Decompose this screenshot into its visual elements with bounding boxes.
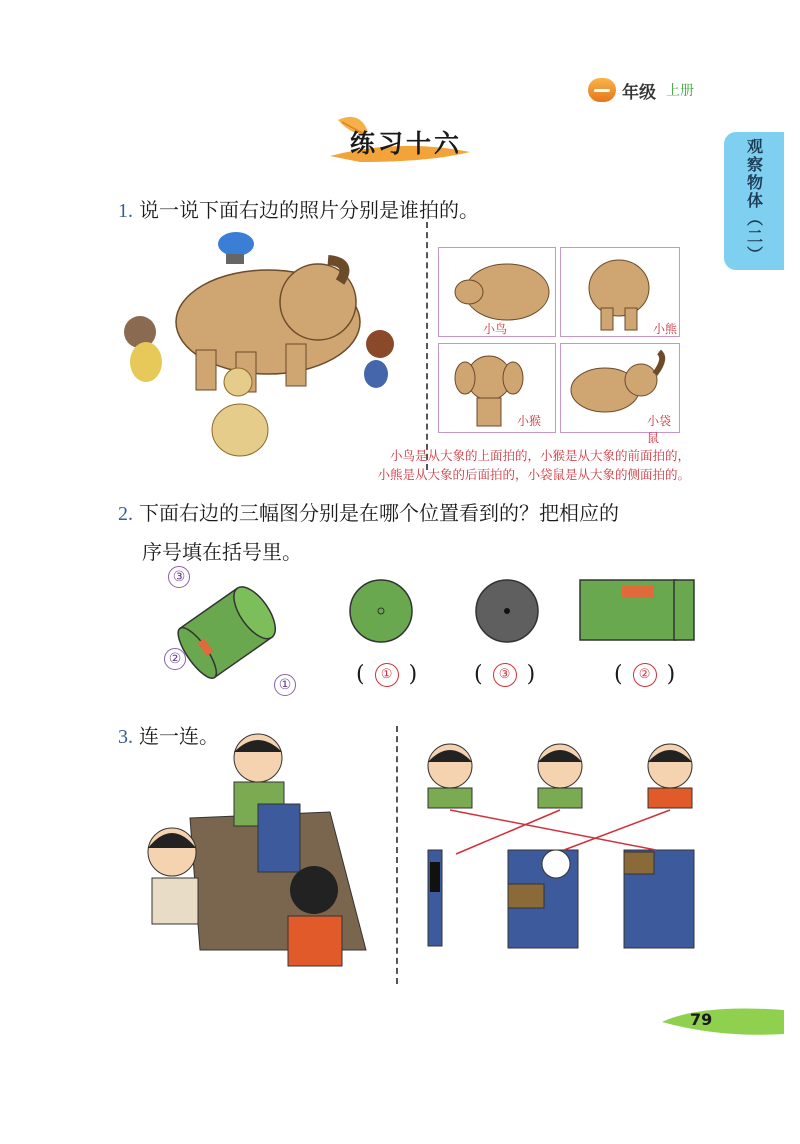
photo-back-view xyxy=(560,247,680,337)
volume-label: 上册 xyxy=(666,83,694,99)
q1-answer-line: 小熊是从大象的后面拍的，小袋鼠是从大象的侧面拍的。 xyxy=(377,467,690,482)
close-paren: ) xyxy=(666,662,676,687)
answer-value: ② xyxy=(633,663,657,687)
close-paren: ) xyxy=(408,662,418,687)
grade-label: 年级 xyxy=(622,82,656,103)
page-number-badge xyxy=(660,1004,784,1036)
animal-scene-illustration xyxy=(118,232,418,470)
question-text: 下面右边的三幅图分别是在哪个位置看到的？把相应的 xyxy=(139,501,619,525)
photo-caption: 小袋鼠 xyxy=(647,414,672,445)
green-circle-view-image xyxy=(348,578,414,644)
children-at-table-image xyxy=(130,728,370,976)
divider-dashed xyxy=(426,222,428,470)
question-number: 1. xyxy=(118,200,133,222)
divider-dashed xyxy=(396,726,398,984)
answer-value: ① xyxy=(375,663,399,687)
photo-top-view xyxy=(438,247,556,337)
chapter-side-tab: 观察物体（二） xyxy=(724,132,784,270)
answer-bracket-3 xyxy=(614,662,675,687)
question-text: 序号填在括号里。 xyxy=(142,540,302,564)
exercise-title xyxy=(320,108,480,164)
q1-answer xyxy=(270,446,690,484)
photo-caption: 小熊 xyxy=(653,322,678,336)
matching-views-image xyxy=(420,734,710,956)
position-marker: ① xyxy=(274,674,296,696)
question-number: 2. xyxy=(118,503,133,525)
photo-caption: 小鸟 xyxy=(483,322,508,336)
open-paren: ( xyxy=(474,662,483,687)
question-number: 3. xyxy=(118,726,133,748)
answer-bracket-2 xyxy=(474,662,535,687)
green-rectangle-view-image xyxy=(578,578,700,642)
view-option-3 xyxy=(578,578,700,642)
photo-caption: 小猴 xyxy=(517,414,542,428)
grade-header xyxy=(588,78,694,102)
view-option-1 xyxy=(348,578,414,644)
children-table-illustration xyxy=(130,728,370,976)
open-paren: ( xyxy=(614,662,623,687)
cylinder-illustration xyxy=(160,560,310,700)
answer-value: ③ xyxy=(493,663,517,687)
q1-answer-line: 小鸟是从大象的上面拍的，小猴是从大象的前面拍的， xyxy=(389,448,690,463)
page-number: 79 xyxy=(690,1010,713,1029)
page-number-leaf-icon xyxy=(660,1004,784,1036)
close-paren: ) xyxy=(526,662,536,687)
matching-exercise xyxy=(420,734,710,956)
question-1 xyxy=(118,194,479,223)
view-option-2 xyxy=(474,578,540,644)
photo-front-view xyxy=(438,343,556,433)
question-text: 说一说下面右边的照片分别是谁拍的。 xyxy=(139,198,479,222)
page-title: 练习十六 xyxy=(350,129,463,158)
position-marker: ③ xyxy=(168,566,190,588)
open-paren: ( xyxy=(356,662,365,687)
grade-two-badge-icon xyxy=(588,78,616,102)
answer-bracket-1 xyxy=(356,662,417,687)
elephant-scene-image xyxy=(118,232,418,470)
photo-side-view xyxy=(560,343,680,445)
question-text: 连一连。 xyxy=(139,724,219,748)
position-marker: ② xyxy=(164,648,186,670)
gray-circle-view-image xyxy=(474,578,540,644)
